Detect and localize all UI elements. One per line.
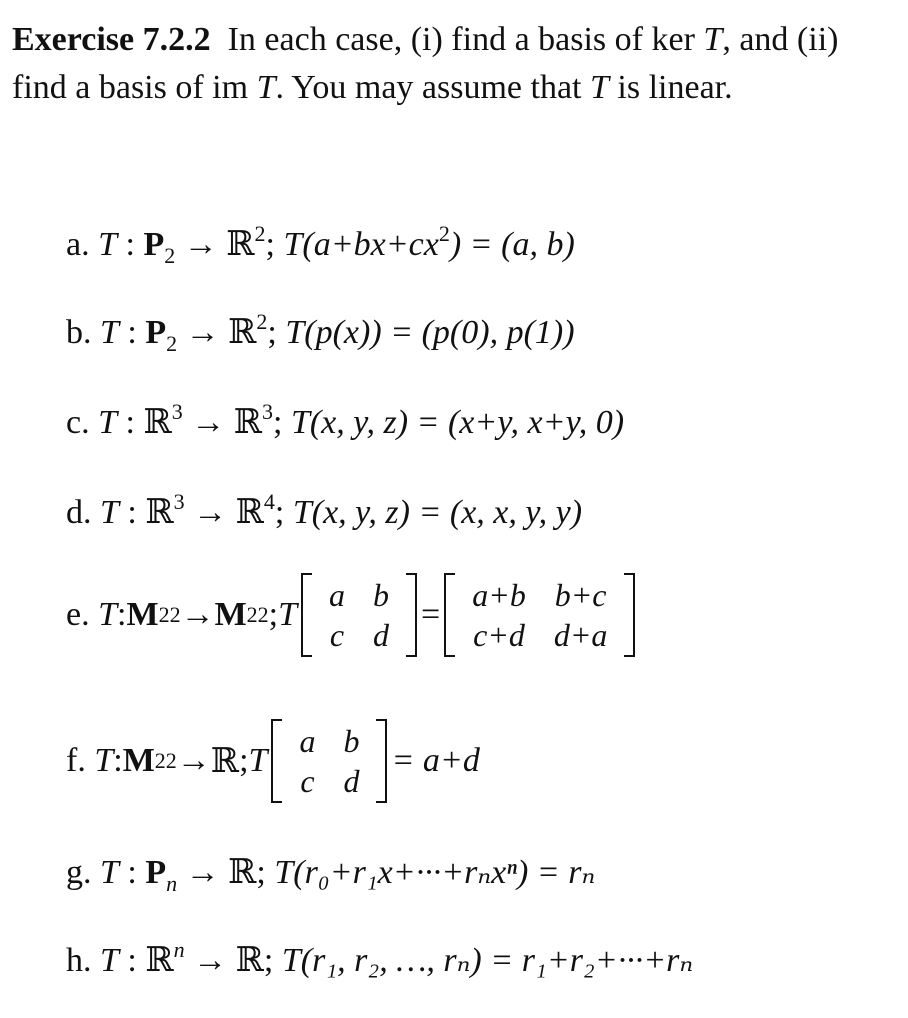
exercise-number: Exercise 7.2.2 <box>12 21 211 58</box>
item-e: e. T : M 22 → M 22 ; T a b c d = a+b b+c c+d d+a <box>66 575 639 655</box>
domain-space: M <box>122 742 155 779</box>
item-a <box>66 221 575 268</box>
domain-space: P <box>145 314 167 351</box>
domain-subscript: n <box>166 871 178 896</box>
arrow: → <box>182 404 234 441</box>
item-f: f. T : M 22 → ℝ ; T a b c d = a+d <box>66 723 480 799</box>
symbol-T: T <box>100 942 119 979</box>
colon: : <box>117 596 127 633</box>
output-matrix <box>444 575 635 655</box>
symbol-T: T <box>100 854 119 891</box>
equals-sign: = <box>421 596 441 633</box>
symbol-T: T <box>94 742 114 779</box>
map-formula: T(r₀+r₁x+···+rₙxⁿ) = rₙ <box>274 854 596 891</box>
domain-subscript: 2 <box>166 331 178 356</box>
colon: : <box>117 226 144 263</box>
codomain-space: ℝ <box>228 312 257 352</box>
map-formula: T(p(x)) = (p(0), p(1)) <box>285 314 575 351</box>
symbol-T: T <box>590 69 609 106</box>
map-formula: T(x, y, z) = (x, x, y, y) <box>292 494 583 531</box>
symbol-T: T <box>100 494 119 531</box>
domain-space: P <box>145 854 167 891</box>
symbol-T: T <box>703 21 723 58</box>
arrow: → <box>184 942 236 979</box>
matrix-entry: b+c <box>554 577 607 613</box>
item-label: g. <box>66 854 92 891</box>
item-h <box>66 937 694 981</box>
codomain-superscript: 4 <box>263 489 275 514</box>
codomain-space: ℝ <box>235 492 264 532</box>
arrow: → <box>177 314 229 351</box>
colon: : <box>113 742 123 779</box>
item-d <box>66 489 583 533</box>
codomain-space: ℝ <box>235 940 264 980</box>
input-matrix <box>301 575 417 655</box>
semicolon: ; <box>274 494 293 531</box>
item-label: d. <box>66 494 92 531</box>
item-label: e. <box>66 596 90 633</box>
codomain-space: M <box>214 596 247 633</box>
domain-space: ℝ <box>145 940 174 980</box>
symbol-T: T <box>278 596 298 633</box>
arrow: → <box>180 596 215 633</box>
item-label: a. <box>66 226 90 263</box>
matrix-entry: a+b <box>472 577 526 613</box>
domain-subscript: 2 <box>164 243 176 268</box>
symbol-T: T <box>98 226 118 263</box>
semicolon: ; <box>267 314 286 351</box>
item-g <box>66 852 596 896</box>
matrix-entry: b <box>373 577 390 613</box>
domain-superscript: 3 <box>173 489 185 514</box>
colon: : <box>118 314 146 351</box>
colon: : <box>118 942 146 979</box>
item-label: h. <box>66 942 92 979</box>
codomain-superscript: 2 <box>256 309 268 334</box>
matrix-entry: d+a <box>553 617 608 653</box>
item-c <box>66 399 625 443</box>
semicolon: ; <box>268 596 279 633</box>
codomain-space: ℝ <box>228 852 257 892</box>
domain-space: P <box>143 226 165 263</box>
semicolon: ; <box>263 942 282 979</box>
domain-space: ℝ <box>143 402 172 442</box>
matrix-entry: b <box>343 723 360 759</box>
codomain-space: ℝ <box>210 741 240 781</box>
matrix-entry: c+d <box>473 617 525 653</box>
symbol-T: T <box>98 404 118 441</box>
symbol-T: T <box>98 596 118 633</box>
map-result: = a+d <box>391 742 480 779</box>
matrix-entry: c <box>329 617 345 653</box>
map-formula: T(a+bx+cx <box>283 226 439 263</box>
colon: : <box>118 854 146 891</box>
matrix-entry: c <box>300 763 315 799</box>
semicolon: ; <box>273 404 291 441</box>
matrix-entry: a <box>329 577 346 613</box>
codomain-superscript: 3 <box>262 399 273 424</box>
matrix-entry: a <box>299 723 316 759</box>
exponent: 2 <box>438 221 450 246</box>
statement-text-2: , and (ii) find a basis of im <box>12 21 839 106</box>
statement-text-4: is linear. <box>608 69 733 106</box>
symbol-T: T <box>248 742 268 779</box>
map-formula: T(r₁, r₂, …, rₙ) = r₁+r₂+···+rₙ <box>281 942 694 979</box>
arrow: → <box>176 742 211 779</box>
domain-superscript: n <box>173 937 185 962</box>
map-formula: T(x, y, z) = (x+y, x+y, 0) <box>290 404 625 441</box>
statement-text-3: . You may assume that <box>275 69 590 106</box>
input-matrix <box>271 721 387 801</box>
codomain-space: ℝ <box>233 402 262 442</box>
matrix-entry: d <box>343 763 360 799</box>
statement-text-1: In each case, (i) find a basis of ker <box>227 21 704 58</box>
symbol-T: T <box>100 314 119 351</box>
colon: : <box>117 404 144 441</box>
domain-superscript: 3 <box>171 399 183 424</box>
item-b <box>66 309 575 356</box>
item-label: b. <box>66 314 92 351</box>
matrix-entry: d <box>373 617 390 653</box>
semicolon: ; <box>265 226 284 263</box>
arrow: → <box>177 854 229 891</box>
codomain-space: ℝ <box>226 224 255 264</box>
symbol-T: T <box>256 69 276 106</box>
domain-space: ℝ <box>145 492 174 532</box>
semicolon: ; <box>239 742 249 779</box>
map-formula-rest: ) = (a, b) <box>449 226 575 263</box>
item-label: f. <box>66 742 86 779</box>
codomain-superscript: 2 <box>254 221 266 246</box>
domain-space: M <box>126 596 159 633</box>
arrow: → <box>184 494 236 531</box>
item-label: c. <box>66 404 90 441</box>
arrow: → <box>175 226 227 263</box>
exercise-statement <box>12 16 896 112</box>
semicolon: ; <box>256 854 275 891</box>
colon: : <box>118 494 146 531</box>
